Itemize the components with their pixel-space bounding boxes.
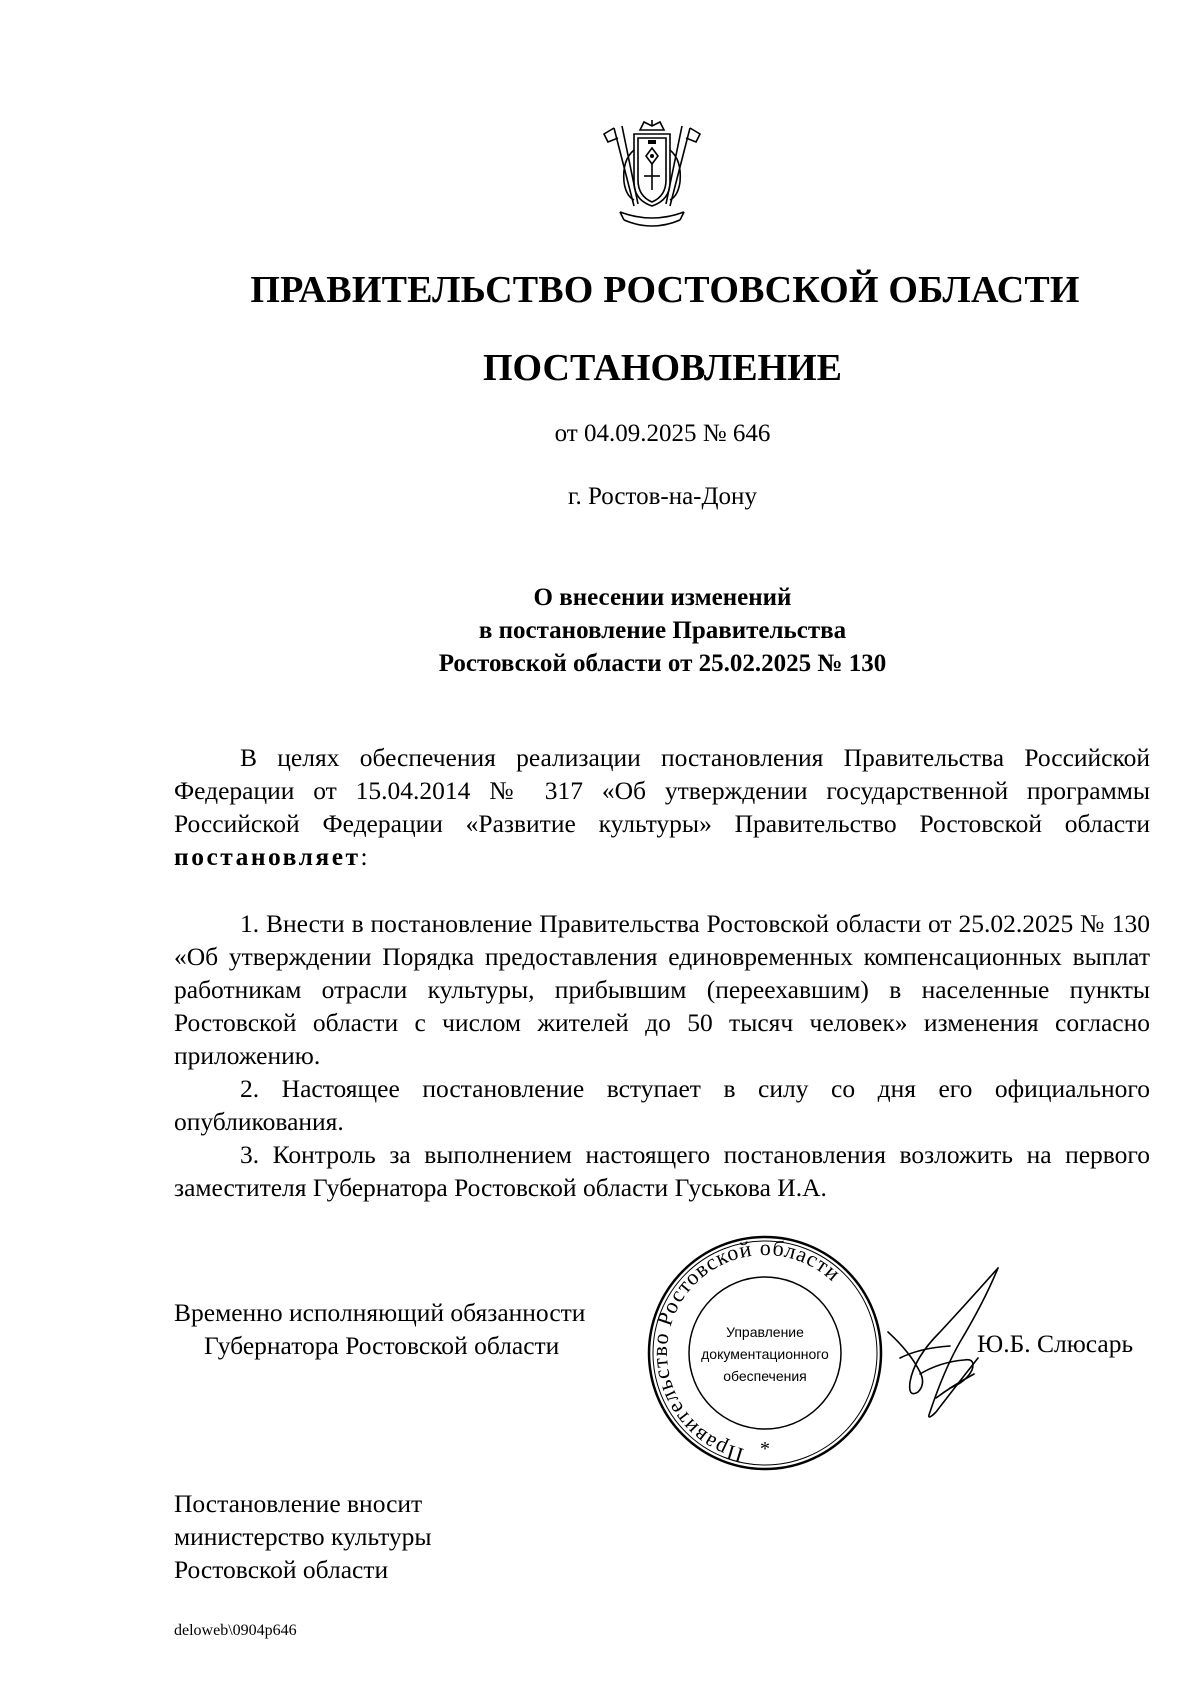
signer-position-line: Губернатора Ростовской области (204, 1331, 560, 1360)
submitter-note (174, 1487, 432, 1586)
document-type: ПОСТАНОВЛЕНИЕ (482, 347, 843, 389)
resolution-items (174, 907, 1150, 1204)
submitter-line: Ростовской области (174, 1555, 389, 1584)
document-code: deloweb\0904p646 (174, 1622, 297, 1639)
submitter-line: Постановление вносит (174, 1489, 423, 1518)
preamble-ending: : (360, 842, 368, 871)
subject-line: О внесении изменений (533, 584, 792, 611)
signer-name: Ю.Б. Слюсарь (977, 1329, 1134, 1358)
stamp-ring-text: Правительство Ростовской области (646, 1234, 847, 1469)
submitter-line: министерство культуры (174, 1522, 432, 1551)
document-date-number: от 04.09.2025 № 646 (554, 420, 771, 447)
signer-position-line: Временно исполняющий обязанности (174, 1298, 586, 1327)
stamp-star: * (760, 1438, 770, 1460)
document-city: г. Ростов-на-Дону (568, 483, 757, 510)
preamble-text: В целях обеспечения реализации постановления Правительства Российской Федерации от 15.04.2014 № 317 «Об утверждении государственной программы Российской Федерации «Развитие культуры» Правительство Ростовской области (174, 743, 1150, 838)
coat-of-arms-icon (600, 120, 704, 238)
stamp-center-line: Управление (726, 1324, 804, 1340)
resolution-item: 1. Внести в постановление Правительства Ростовской области от 25.02.2025 № 130 «Об утверждении Порядка предоставления единовременных компенсационных выплат работникам отрасли культуры, прибывшим (переехавшим) в населенные пункты Ростовской области с числом жителей до 50 тысяч человек» изменения согласно приложению. (174, 909, 1150, 1070)
stamp-center-line: обеспечения (723, 1368, 807, 1384)
preamble (174, 741, 1150, 873)
resolution-item: 2. Настоящее постановление вступает в силу со дня его официального опубликования. (174, 1074, 1150, 1136)
preamble-emphasis: постановляет (174, 842, 361, 871)
subject-line: в постановление Правительства (478, 617, 847, 644)
subject-line: Ростовской области от 25.02.2025 № 130 (438, 650, 887, 677)
organization-title: ПРАВИТЕЛЬСТВО РОСТОВСКОЙ ОБЛАСТИ (250, 269, 1080, 311)
resolution-item: 3. Контроль за выполнением настоящего постановления возложить на первого заместителя Губернатора Ростовской области Гуськова И.А. (174, 1140, 1150, 1202)
signer-position (174, 1296, 674, 1362)
document-subject (0, 581, 1200, 680)
official-stamp (645, 1233, 885, 1473)
stamp-center-line: документационного (701, 1346, 829, 1362)
